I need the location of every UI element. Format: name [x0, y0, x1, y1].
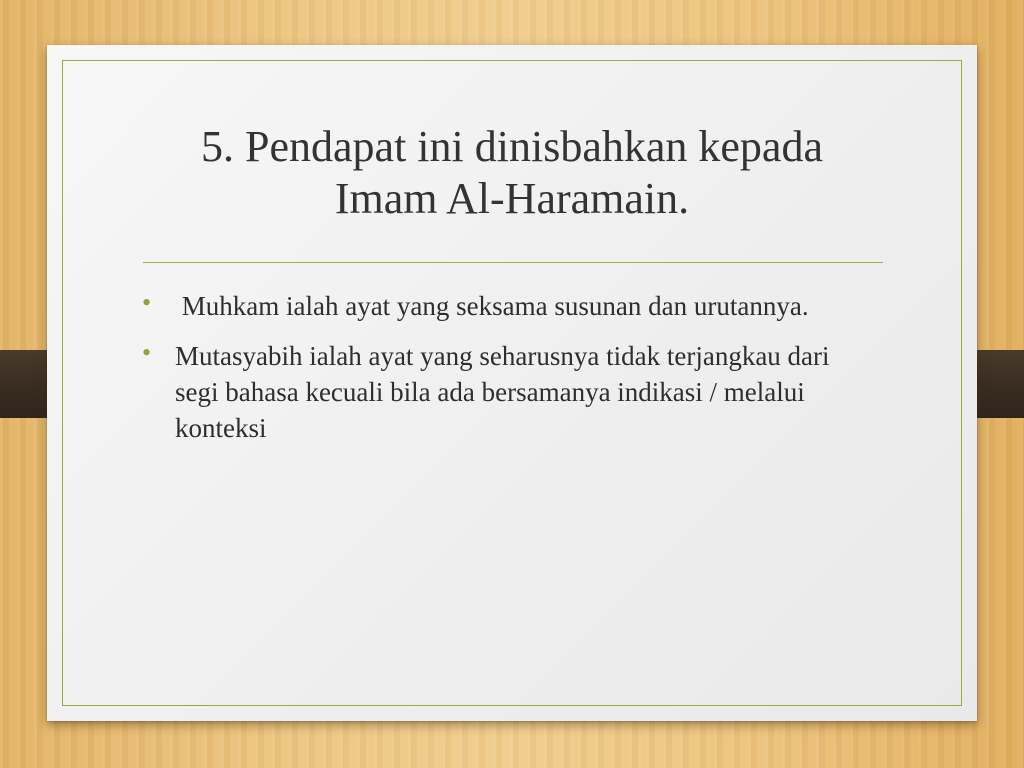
slide-paper — [47, 45, 977, 721]
slide-title-line-1: 5. Pendapat ini dinisbahkan kepada — [201, 122, 823, 171]
slide-title — [107, 121, 917, 225]
bullet-list — [142, 288, 842, 460]
bullet-item-muhkam — [142, 288, 842, 324]
slide-title-line-2: Imam Al-Haramain. — [334, 174, 690, 223]
bullet-text-muhkam: Muhkam ialah ayat yang seksama susunan dan urutannya. — [175, 291, 809, 321]
bullet-item-mutasyabih — [142, 338, 842, 446]
title-divider — [143, 262, 883, 263]
bullet-dot-icon: • — [142, 338, 152, 367]
bullet-text-mutasyabih: Mutasyabih ialah ayat yang seharusnya tidak terjangkau dari segi bahasa kecuali bila ada bersamanya indikasi / melalui konteksi — [175, 341, 830, 443]
bullet-dot-icon: • — [142, 288, 152, 317]
